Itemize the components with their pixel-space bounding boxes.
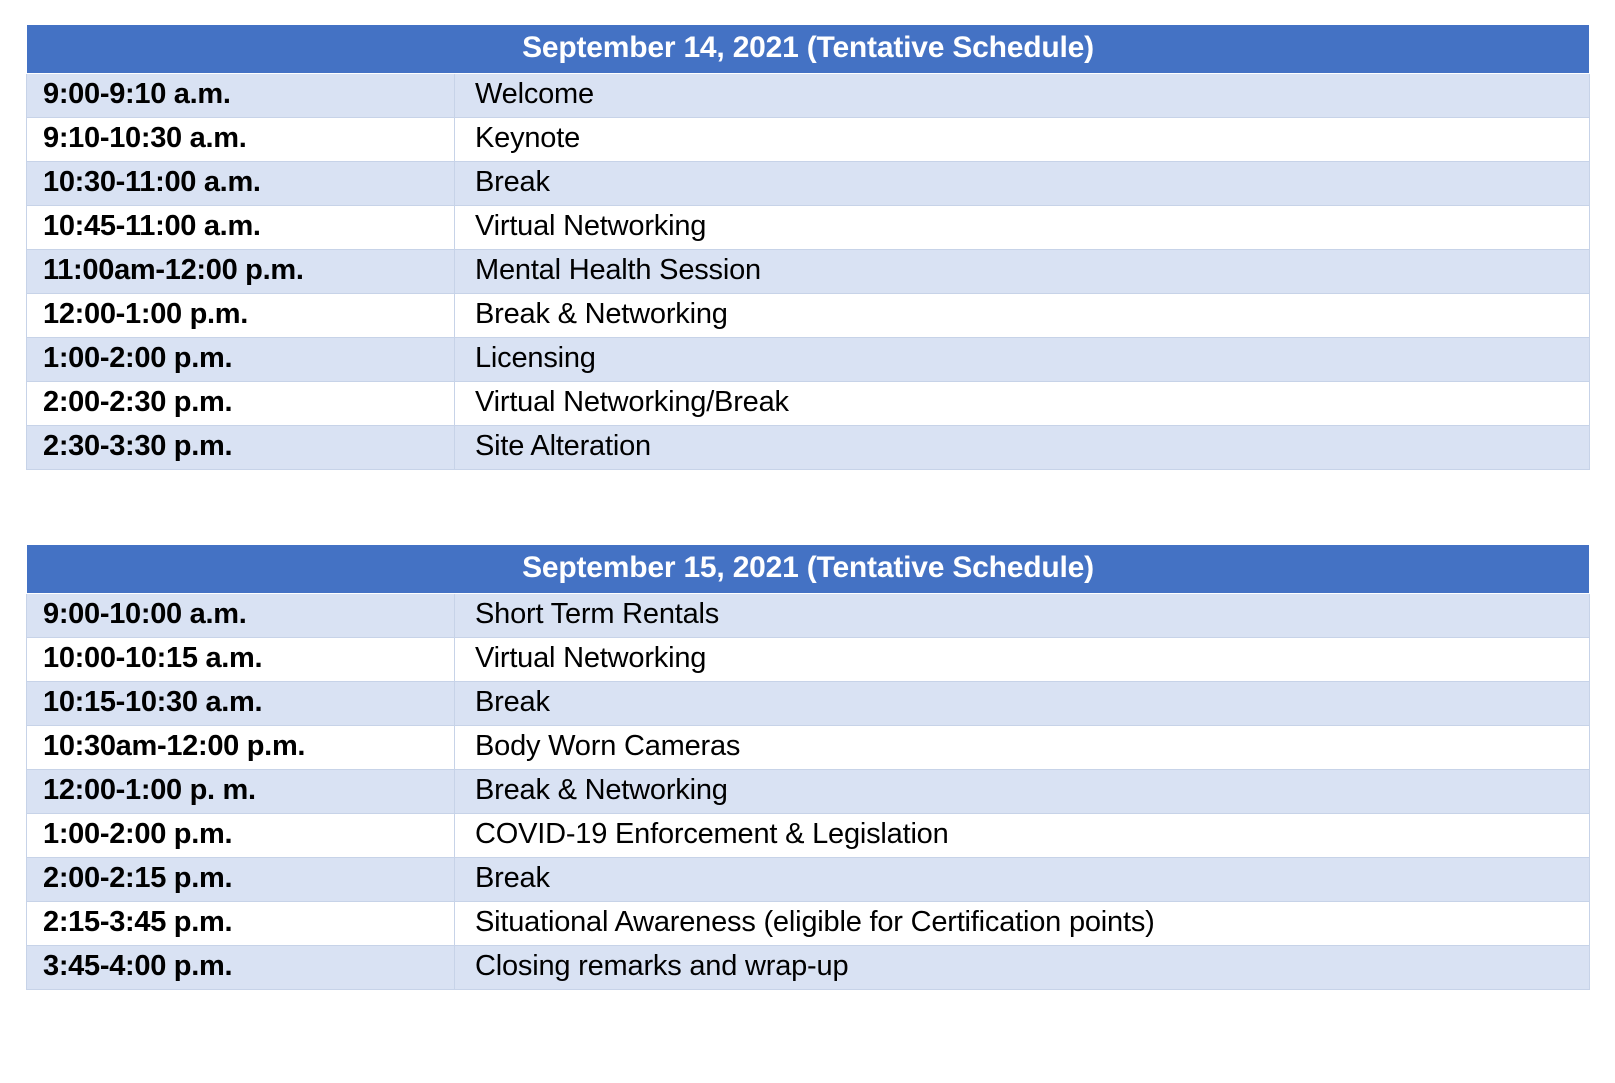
row-time: 10:00-10:15 a.m. bbox=[27, 638, 455, 682]
row-description: Situational Awareness (eligible for Certification points) bbox=[455, 902, 1590, 946]
table-row bbox=[27, 294, 1590, 338]
row-description: Closing remarks and wrap-up bbox=[455, 946, 1590, 990]
row-time: 12:00-1:00 p.m. bbox=[27, 294, 455, 338]
table-header-row bbox=[27, 545, 1590, 594]
schedule-body-day-1 bbox=[27, 74, 1590, 470]
schedule-table-day-2 bbox=[26, 544, 1590, 990]
row-time: 2:00-2:15 p.m. bbox=[27, 858, 455, 902]
row-description: Break bbox=[455, 162, 1590, 206]
row-description: Virtual Networking bbox=[455, 206, 1590, 250]
table-row bbox=[27, 770, 1590, 814]
table-row bbox=[27, 250, 1590, 294]
row-time: 9:00-9:10 a.m. bbox=[27, 74, 455, 118]
table-row bbox=[27, 382, 1590, 426]
table-row bbox=[27, 902, 1590, 946]
table-row bbox=[27, 74, 1590, 118]
table-row bbox=[27, 946, 1590, 990]
row-time: 1:00-2:00 p.m. bbox=[27, 338, 455, 382]
row-time: 10:45-11:00 a.m. bbox=[27, 206, 455, 250]
row-description: Break & Networking bbox=[455, 294, 1590, 338]
table-row bbox=[27, 682, 1590, 726]
row-time: 10:30am-12:00 p.m. bbox=[27, 726, 455, 770]
row-description: Licensing bbox=[455, 338, 1590, 382]
table-header-row bbox=[27, 25, 1590, 74]
row-description: Mental Health Session bbox=[455, 250, 1590, 294]
table-row bbox=[27, 638, 1590, 682]
schedule-table-day-1 bbox=[26, 24, 1590, 470]
row-time: 2:00-2:30 p.m. bbox=[27, 382, 455, 426]
row-description: Break & Networking bbox=[455, 770, 1590, 814]
row-description: Body Worn Cameras bbox=[455, 726, 1590, 770]
table-row bbox=[27, 118, 1590, 162]
row-time: 9:00-10:00 a.m. bbox=[27, 594, 455, 638]
schedule-body-day-2 bbox=[27, 594, 1590, 990]
row-time: 10:15-10:30 a.m. bbox=[27, 682, 455, 726]
row-time: 10:30-11:00 a.m. bbox=[27, 162, 455, 206]
row-description: Virtual Networking/Break bbox=[455, 382, 1590, 426]
row-time: 12:00-1:00 p. m. bbox=[27, 770, 455, 814]
row-description: Keynote bbox=[455, 118, 1590, 162]
table-row bbox=[27, 594, 1590, 638]
table-row bbox=[27, 858, 1590, 902]
row-description: COVID-19 Enforcement & Legislation bbox=[455, 814, 1590, 858]
row-time: 9:10-10:30 a.m. bbox=[27, 118, 455, 162]
row-time: 3:45-4:00 p.m. bbox=[27, 946, 455, 990]
table-spacer bbox=[26, 470, 1589, 544]
row-time: 1:00-2:00 p.m. bbox=[27, 814, 455, 858]
schedule-title-day-1: September 14, 2021 (Tentative Schedule) bbox=[27, 25, 1590, 74]
row-description: Virtual Networking bbox=[455, 638, 1590, 682]
table-row bbox=[27, 726, 1590, 770]
row-description: Site Alteration bbox=[455, 426, 1590, 470]
row-description: Welcome bbox=[455, 74, 1590, 118]
row-time: 2:15-3:45 p.m. bbox=[27, 902, 455, 946]
schedule-title-day-2: September 15, 2021 (Tentative Schedule) bbox=[27, 545, 1590, 594]
table-row bbox=[27, 426, 1590, 470]
table-row bbox=[27, 338, 1590, 382]
table-row bbox=[27, 162, 1590, 206]
row-time: 2:30-3:30 p.m. bbox=[27, 426, 455, 470]
row-time: 11:00am-12:00 p.m. bbox=[27, 250, 455, 294]
table-row bbox=[27, 206, 1590, 250]
row-description: Break bbox=[455, 682, 1590, 726]
row-description: Short Term Rentals bbox=[455, 594, 1590, 638]
row-description: Break bbox=[455, 858, 1590, 902]
table-row bbox=[27, 814, 1590, 858]
